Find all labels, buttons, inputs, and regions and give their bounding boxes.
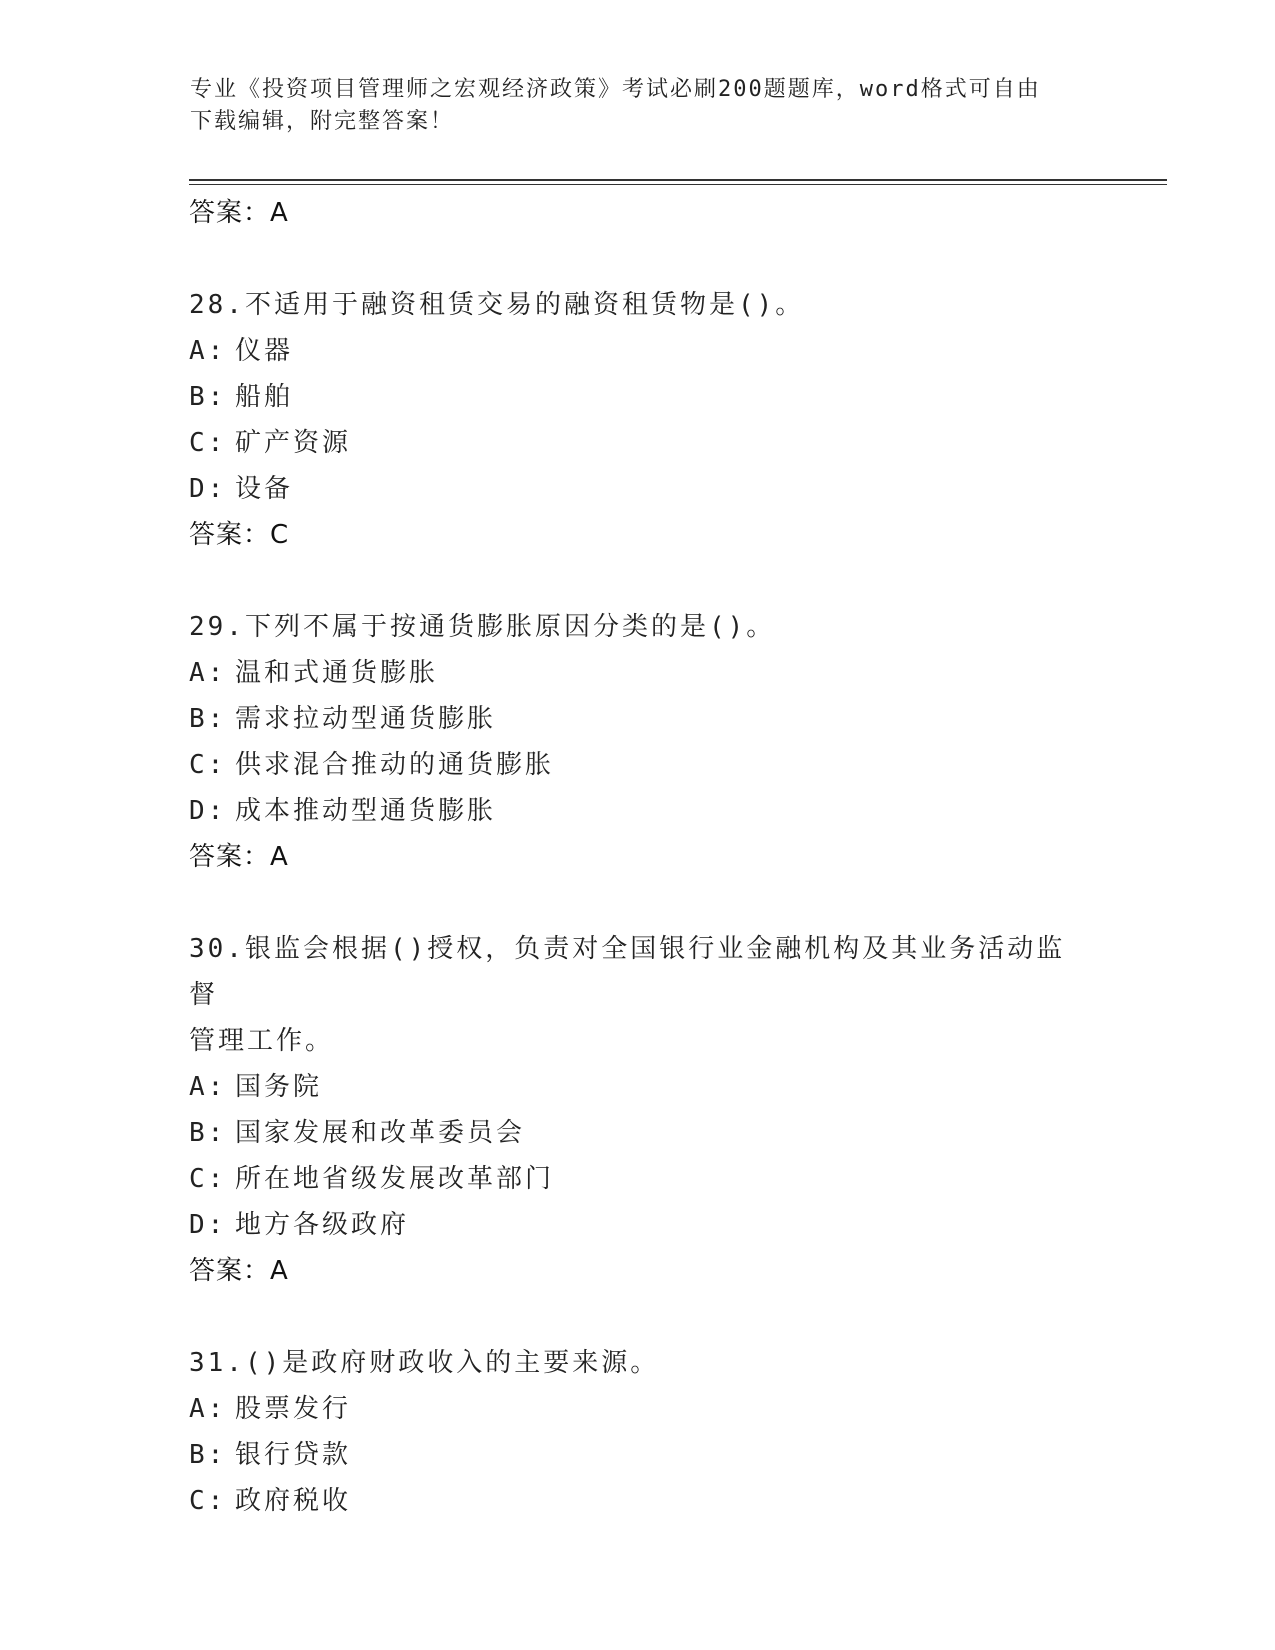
option-text: 需求拉动型通货膨胀 (235, 704, 497, 734)
question-stem-line-2: 管理工作。 (189, 1026, 335, 1056)
option-text: 所在地省级发展改革部门 (235, 1164, 555, 1194)
option-b (189, 1110, 1089, 1156)
option-letter: C: (189, 750, 227, 780)
spacer (189, 880, 1089, 926)
spacer (189, 558, 1089, 604)
option-text: 成本推动型通货膨胀 (235, 796, 497, 826)
option-letter: A: (189, 1072, 227, 1102)
question-28 (189, 282, 1089, 558)
option-b (189, 696, 1089, 742)
question-stem: 29.下列不属于按通货膨胀原因分类的是()。 (189, 612, 776, 642)
option-letter: B: (189, 1440, 227, 1470)
option-letter: C: (189, 1486, 227, 1516)
option-text: 政府税收 (235, 1486, 352, 1516)
spacer (189, 236, 1089, 282)
option-text: 船舶 (235, 382, 294, 412)
question-list (189, 190, 1089, 1524)
option-text: 国务院 (235, 1072, 323, 1102)
option-c (189, 1156, 1089, 1202)
spacer (189, 1294, 1089, 1340)
option-a (189, 328, 1089, 374)
option-c (189, 742, 1089, 788)
option-letter: D: (189, 1210, 227, 1240)
question-stem: 31.()是政府财政收入的主要来源。 (189, 1348, 660, 1378)
header-rule-thick (189, 179, 1167, 181)
option-d (189, 466, 1089, 512)
option-text: 矿产资源 (235, 428, 352, 458)
option-c (189, 420, 1089, 466)
option-text: 仪器 (235, 336, 294, 366)
document-header (190, 74, 1090, 138)
option-text: 银行贷款 (235, 1440, 352, 1470)
option-text: 温和式通货膨胀 (235, 658, 439, 688)
answer-label: 答案：A (189, 1256, 289, 1286)
option-b (189, 1432, 1089, 1478)
header-line-2: 下载编辑，附完整答案！ (190, 109, 455, 134)
option-a (189, 1064, 1089, 1110)
answer-label: 答案：C (189, 520, 290, 550)
header-rule-thin (189, 184, 1167, 185)
question-stem-line-1: 30.银监会根据()授权，负责对全国银行业金融机构及其业务活动监督 (189, 934, 1066, 1010)
option-text: 国家发展和改革委员会 (235, 1118, 526, 1148)
option-c (189, 1478, 1089, 1524)
option-a (189, 1386, 1089, 1432)
option-d (189, 1202, 1089, 1248)
option-a (189, 650, 1089, 696)
option-letter: B: (189, 382, 227, 412)
option-letter: C: (189, 428, 227, 458)
question-30 (189, 926, 1089, 1294)
question-31 (189, 1340, 1089, 1524)
option-text: 股票发行 (235, 1394, 352, 1424)
option-letter: C: (189, 1164, 227, 1194)
option-d (189, 788, 1089, 834)
option-letter: A: (189, 658, 227, 688)
question-stem: 28.不适用于融资租赁交易的融资租赁物是()。 (189, 290, 805, 320)
option-text: 供求混合推动的通货膨胀 (235, 750, 555, 780)
option-letter: D: (189, 796, 227, 826)
answer-label: 答案：A (189, 842, 289, 872)
option-letter: B: (189, 1118, 227, 1148)
previous-answer: 答案：A (189, 198, 289, 228)
option-letter: D: (189, 474, 227, 504)
question-29 (189, 604, 1089, 880)
header-line-1: 专业《投资项目管理师之宏观经济政策》考试必刷200题题库，word格式可自由 (190, 77, 1041, 102)
option-letter: B: (189, 704, 227, 734)
option-b (189, 374, 1089, 420)
option-letter: A: (189, 1394, 227, 1424)
option-text: 地方各级政府 (235, 1210, 410, 1240)
option-letter: A: (189, 336, 227, 366)
option-text: 设备 (235, 474, 294, 504)
